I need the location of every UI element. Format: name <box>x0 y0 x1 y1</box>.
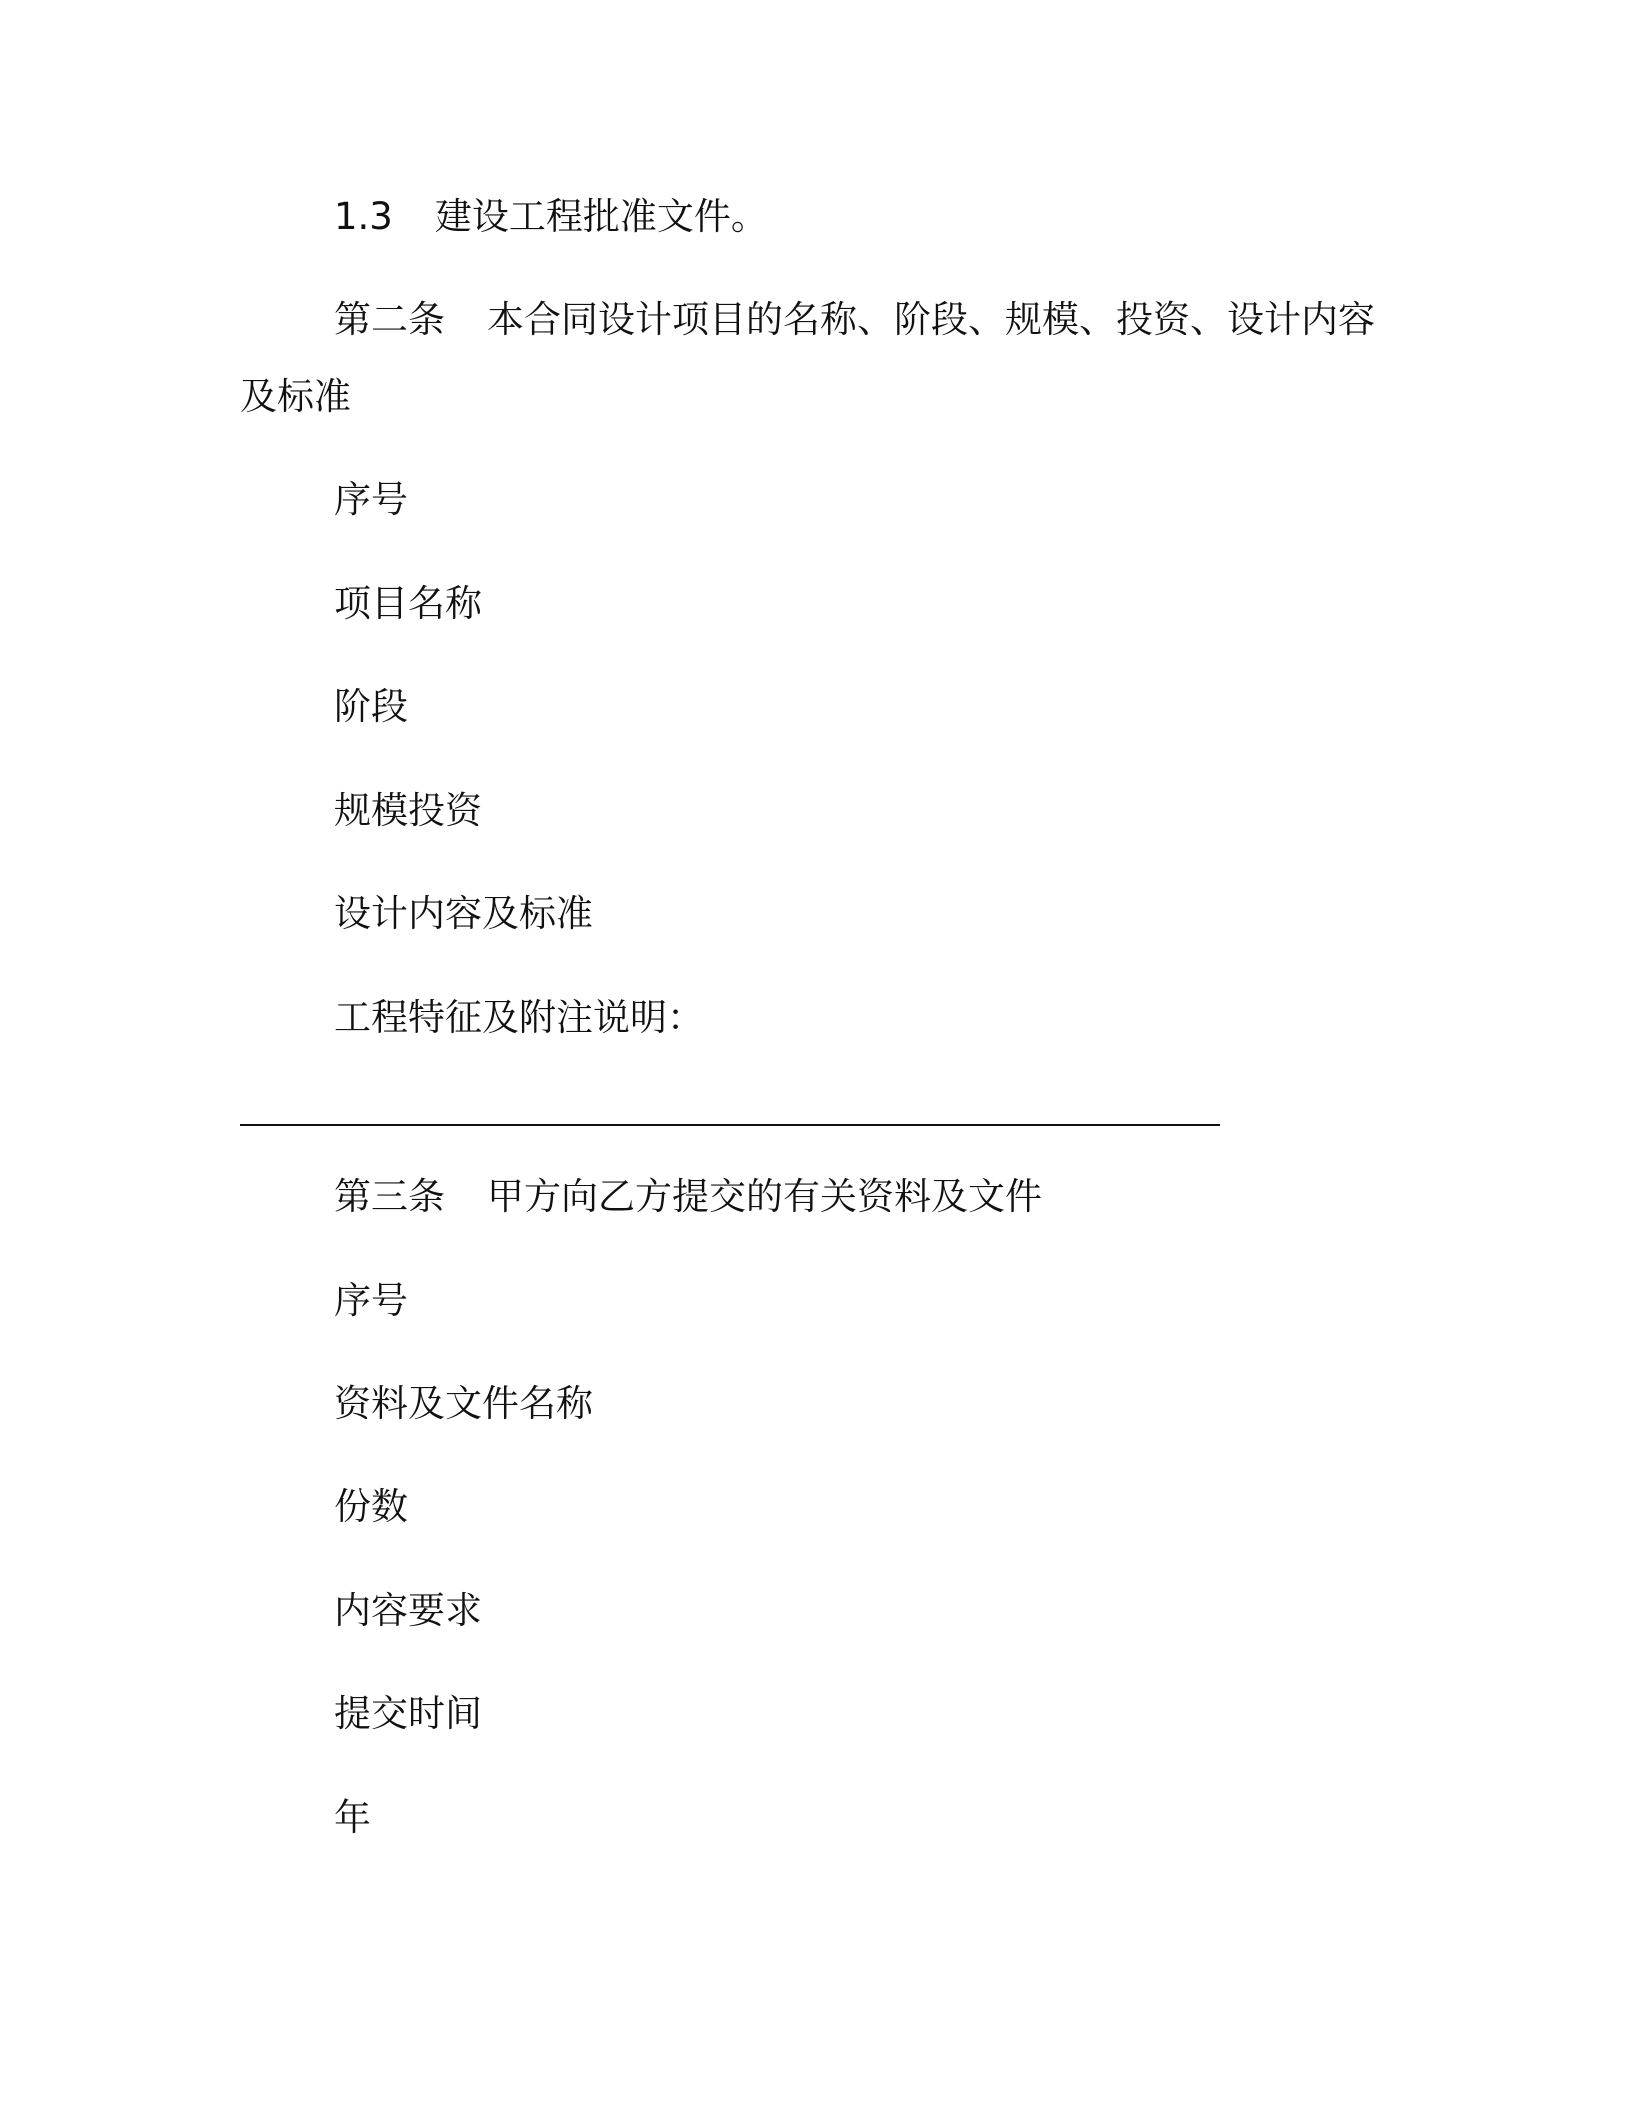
clause-2-text: 本合同设计项目的名称、阶段、规模、投资、设计内容 <box>487 298 1375 341</box>
clause-3-heading <box>334 1175 1042 1219</box>
clause-3-field: 资料及文件名称 <box>334 1382 593 1425</box>
clause-1-3-text: 建设工程批准文件。 <box>434 195 768 238</box>
clause-2-label: 第二条 <box>334 298 445 341</box>
clause-3-field: 年 <box>334 1796 371 1839</box>
clause-2-field: 设计内容及标准 <box>334 892 593 935</box>
clause-3-field: 内容要求 <box>334 1589 482 1632</box>
clause-2-field: 序号 <box>334 478 408 521</box>
clause-3-label: 第三条 <box>334 1175 445 1218</box>
fill-in-blank-line <box>240 1124 1220 1126</box>
clause-2-field: 规模投资 <box>334 789 482 832</box>
clause-2-notes-label: 工程特征及附注说明： <box>334 996 704 1039</box>
clause-1-3-number: 1.3 <box>334 195 393 238</box>
clause-3-field: 份数 <box>334 1485 408 1528</box>
clause-3-text: 甲方向乙方提交的有关资料及文件 <box>487 1175 1042 1218</box>
clause-3-field: 序号 <box>334 1279 408 1322</box>
clause-3-field: 提交时间 <box>334 1692 482 1735</box>
clause-2-heading <box>334 298 1375 342</box>
clause-2-continuation: 及标准 <box>240 375 351 418</box>
clause-1-3 <box>334 195 768 239</box>
clause-2-field: 项目名称 <box>334 582 482 625</box>
clause-2-field: 阶段 <box>334 685 408 728</box>
